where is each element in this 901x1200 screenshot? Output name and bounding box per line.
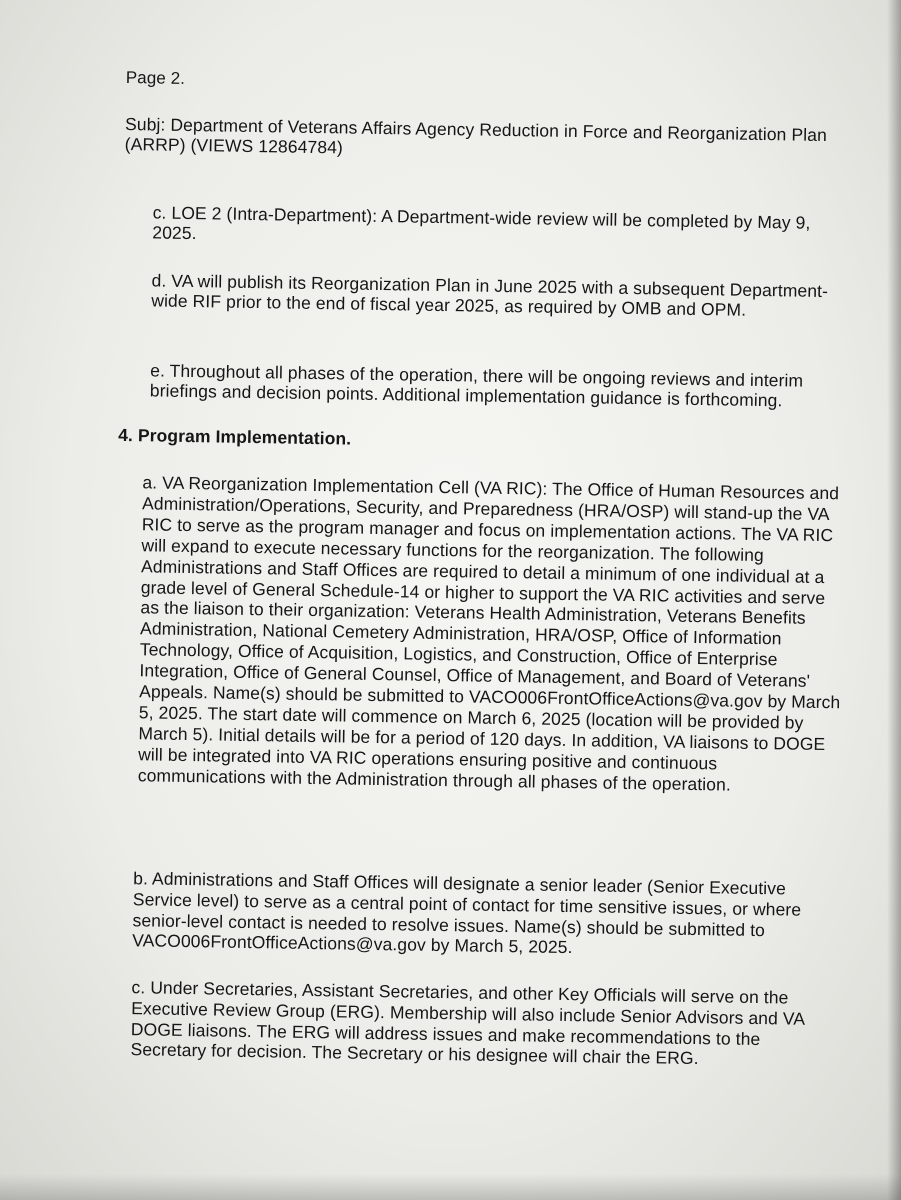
paragraph-3c: c. LOE 2 (Intra-Department): A Department-wide review will be completed by May 9, 2025. bbox=[152, 202, 811, 244]
paragraph-4c: c. Under Secretaries, Assistant Secretaries, and other Key Officials will serve on the Executive Review Group (ERG). Membership will also include Senior Advisors and VA DOGE liaisons. The ERG will address issues and make recommendations to the Secretary for decision. The Secretary or his designee will chair the ERG. bbox=[130, 977, 805, 1069]
page-edge-shadow bbox=[887, 0, 901, 1200]
page-number: Page 2. bbox=[125, 67, 186, 88]
paragraph-3d: d. VA will publish its Reorganization Plan in June 2025 with a subsequent Department-wide RIF prior to the end of fiscal year 2025, as required by OMB and OPM. bbox=[151, 270, 829, 320]
paragraph-4b: b. Administrations and Staff Offices will designate a senior leader (Senior Executive Service level) to serve as a central point of contact for time sensitive issues, or where senior-level contact is needed to resolve issues. Name(s) should be submitted to VACO006FrontOfficeActions@va.gov by March 5, 2025. bbox=[132, 868, 802, 958]
section-heading: 4. Program Implementation. bbox=[118, 424, 352, 449]
subject-line: Subj: Department of Veterans Affairs Agency Reduction in Force and Reorganization Plan (ARRP) (VIEWS 12864784) bbox=[124, 113, 828, 158]
paragraph-4a: a. VA Reorganization Implementation Cell (VA RIC): The Office of Human Resources and Administration/Operations, Security, and Preparedness (HRA/OSP) will stand-up the VA RIC to serve as the program manager and focus on implementation actions. The VA RIC will expand to execute necessary functions for the reorganization. The following Administrations and Staff Offices are required to detail a minimum of one individual at a grade level of General Schedule-14 or higher to support the VA RIC activities and serve as the liaison to their organization: Veterans Health Administration, Veterans Benefits Administration, National Cemetery Administration, HRA/OSP, Office of Information Technology, Office of Acquisition, Logistics, and Construction, Office of Enterprise Integration, Office of General Counsel, Office of Management, and Board of Veterans' Appeals. Name(s) should be submitted to VACO006FrontOfficeActions@va.gov by March 5, 2025. The start date will commence on March 6, 2025 (location will be provided by March 5). Initial details will be for a period of 120 days. In addition, VA liaisons to DOGE will be integrated into VA RIC operations ensuring positive and continuous communications with the Administration through all phases of the operation. bbox=[137, 472, 841, 795]
bottom-shadow bbox=[0, 1174, 901, 1200]
paragraph-3e: e. Throughout all phases of the operation, there will be ongoing reviews and interim briefings and decision points. Additional implementation guidance is forthcoming. bbox=[149, 360, 804, 411]
